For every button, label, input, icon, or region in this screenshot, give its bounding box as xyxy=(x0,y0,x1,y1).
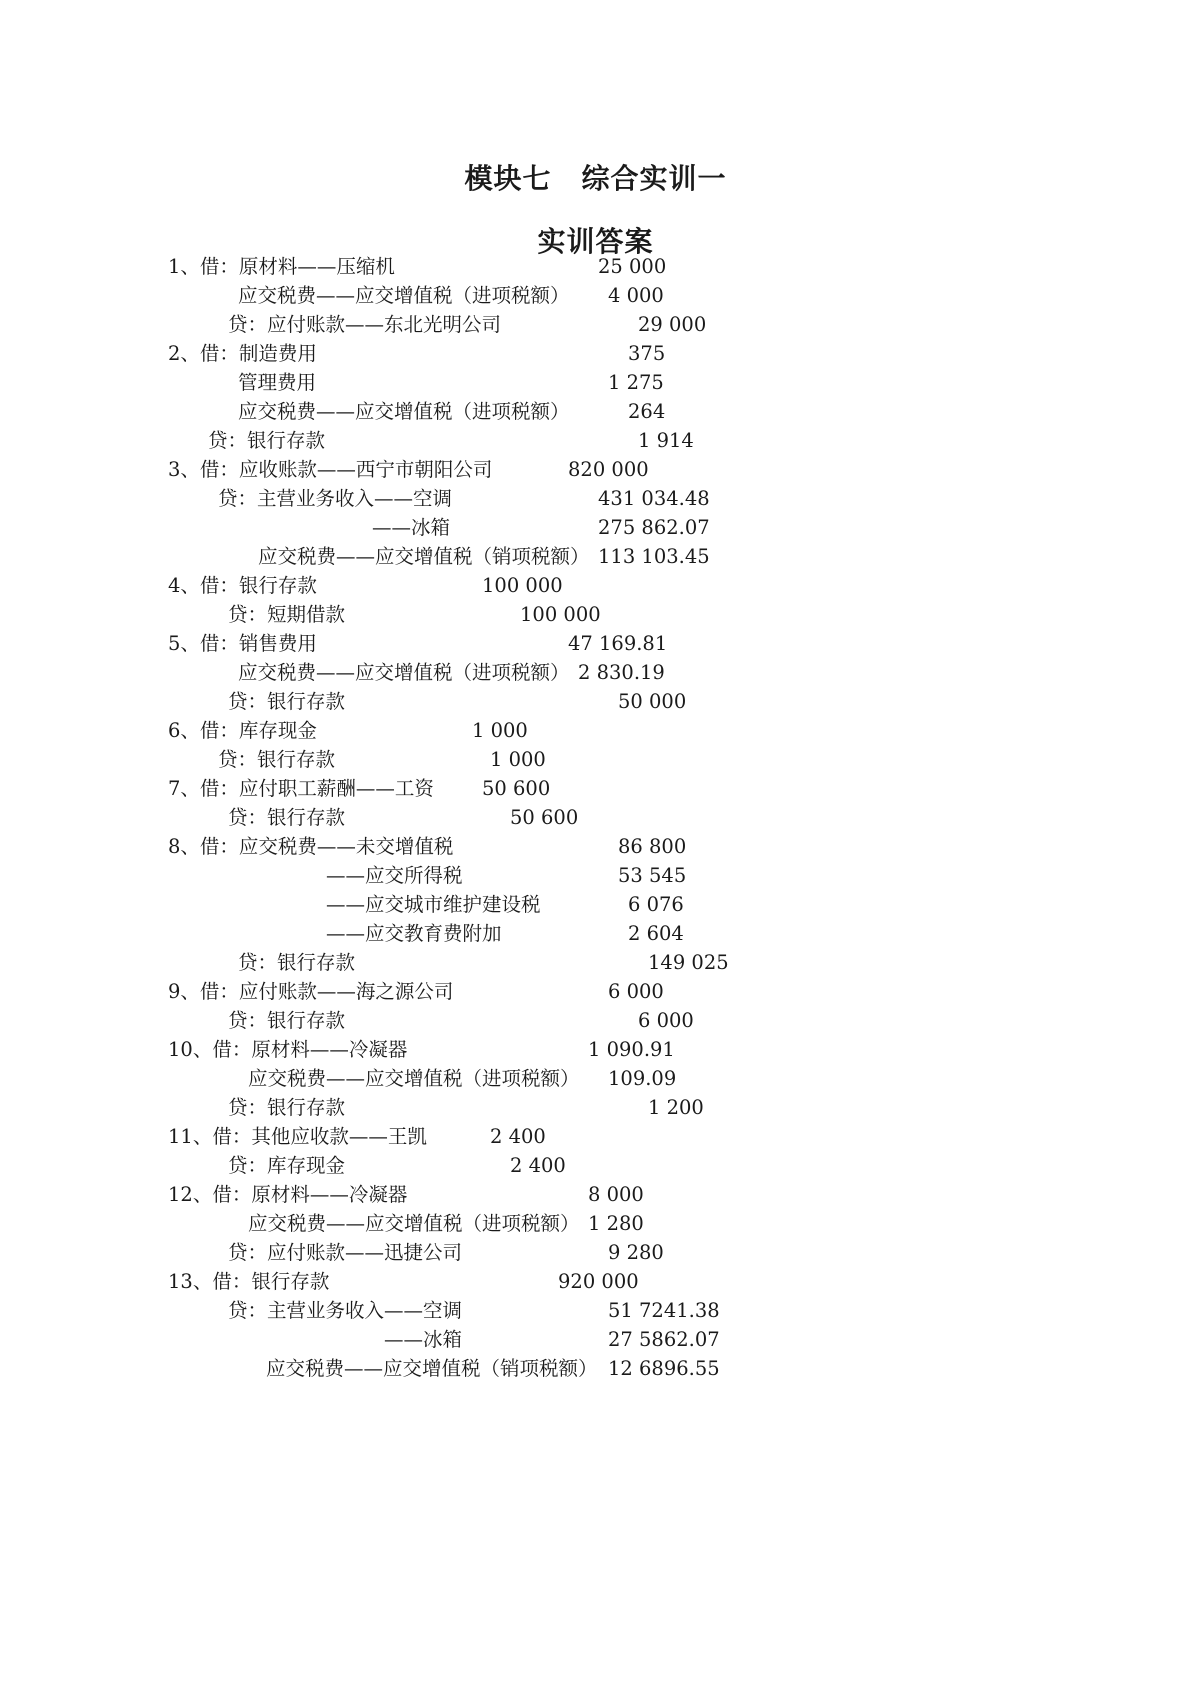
entry-line: 贷：银行存款 xyxy=(228,690,346,713)
entry-line: 9、借：应付账款——海之源公司 xyxy=(168,980,454,1003)
entry-line: 贷：银行存款 xyxy=(238,951,356,974)
entry-line: 3、借：应收账款——西宁市朝阳公司 xyxy=(168,458,493,481)
entry-line: 应交税费——应交增值税（进项税额） xyxy=(248,1212,580,1235)
entry-line: 贷：银行存款 xyxy=(228,806,346,829)
entry-amount: 50 000 xyxy=(618,690,687,713)
entry-amount: 1 275 xyxy=(608,371,664,394)
entry-amount: 25 000 xyxy=(598,255,667,278)
entry-line: 10、借：原材料——冷凝器 xyxy=(168,1038,408,1061)
entry-line: 8、借：应交税费——未交增值税 xyxy=(168,835,454,858)
entry-amount: 8 000 xyxy=(588,1183,644,1206)
entry-amount: 4 000 xyxy=(608,284,664,307)
entry-amount: 113 103.45 xyxy=(598,545,710,568)
entry-amount: 1 000 xyxy=(490,748,546,771)
entry-amount: 2 400 xyxy=(510,1154,566,1177)
entry-amount: 2 400 xyxy=(490,1125,546,1148)
entry-line: 2、借：制造费用 xyxy=(168,342,317,365)
entry-amount: 920 000 xyxy=(558,1270,639,1293)
entry-line: 11、借：其他应收款——王凯 xyxy=(168,1125,427,1148)
entry-amount: 1 000 xyxy=(472,719,528,742)
entry-line: 12、借：原材料——冷凝器 xyxy=(168,1183,408,1206)
entry-line: 1、借：原材料——压缩机 xyxy=(168,255,395,278)
entry-amount: 2 604 xyxy=(628,922,684,945)
entry-line: 6、借：库存现金 xyxy=(168,719,317,742)
entry-line: 应交税费——应交增值税（进项税额） xyxy=(238,661,570,684)
entry-amount: 820 000 xyxy=(568,458,649,481)
entry-line: 贷：库存现金 xyxy=(228,1154,346,1177)
entry-amount: 27 5862.07 xyxy=(608,1328,720,1351)
entry-line: 13、借：银行存款 xyxy=(168,1270,330,1293)
entry-amount: 9 280 xyxy=(608,1241,664,1264)
entry-amount: 6 000 xyxy=(638,1009,694,1032)
entry-line: 管理费用 xyxy=(238,371,317,394)
entry-amount: 275 862.07 xyxy=(598,516,710,539)
entry-amount: 86 800 xyxy=(618,835,687,858)
page-title xyxy=(0,157,1191,197)
entry-amount: 149 025 xyxy=(648,951,729,974)
entry-line: ——冰箱 xyxy=(384,1328,463,1351)
entry-line: 贷：应付账款——东北光明公司 xyxy=(228,313,502,336)
entry-line: 贷：银行存款 xyxy=(208,429,326,452)
title-part-1: 模块七 xyxy=(464,162,552,195)
entry-line: 贷：应付账款——迅捷公司 xyxy=(228,1241,463,1264)
entry-line: 应交税费——应交增值税（进项税额） xyxy=(238,284,570,307)
entry-line: 贷：银行存款 xyxy=(228,1096,346,1119)
entry-line: ——应交所得税 xyxy=(326,864,463,887)
entry-amount: 53 545 xyxy=(618,864,687,887)
entry-amount: 6 076 xyxy=(628,893,684,916)
entry-line: 贷：短期借款 xyxy=(228,603,346,626)
entry-amount: 100 000 xyxy=(520,603,601,626)
entry-amount: 51 7241.38 xyxy=(608,1299,720,1322)
entry-line: 贷：主营业务收入——空调 xyxy=(218,487,453,510)
page-subtitle: 实训答案 xyxy=(537,225,654,258)
entry-amount: 29 000 xyxy=(638,313,707,336)
entry-amount: 375 xyxy=(628,342,666,365)
entry-amount: 50 600 xyxy=(482,777,551,800)
entry-line: 4、借：银行存款 xyxy=(168,574,317,597)
entry-line: 7、借：应付职工薪酬——工资 xyxy=(168,777,434,800)
entry-line: 应交税费——应交增值税（销项税额） xyxy=(258,545,590,568)
entry-amount: 1 914 xyxy=(638,429,694,452)
entry-line: 应交税费——应交增值税（进项税额） xyxy=(248,1067,580,1090)
entry-line: 应交税费——应交增值税（销项税额） xyxy=(266,1357,598,1380)
entry-amount: 1 200 xyxy=(648,1096,704,1119)
entry-line: ——应交教育费附加 xyxy=(326,922,502,945)
entry-amount: 264 xyxy=(628,400,666,423)
entry-amount: 109.09 xyxy=(608,1067,677,1090)
entry-line: 应交税费——应交增值税（进项税额） xyxy=(238,400,570,423)
entry-line: ——应交城市维护建设税 xyxy=(326,893,541,916)
entry-amount: 1 280 xyxy=(588,1212,644,1235)
entry-line: ——冰箱 xyxy=(372,516,451,539)
entry-amount: 50 600 xyxy=(510,806,579,829)
entry-line: 贷：银行存款 xyxy=(218,748,336,771)
entry-line: 贷：银行存款 xyxy=(228,1009,346,1032)
entry-line: 贷：主营业务收入——空调 xyxy=(228,1299,463,1322)
entry-amount: 6 000 xyxy=(608,980,664,1003)
entry-amount: 431 034.48 xyxy=(598,487,710,510)
title-part-2: 综合实训一 xyxy=(581,162,727,195)
entry-amount: 100 000 xyxy=(482,574,563,597)
entry-line: 5、借：销售费用 xyxy=(168,632,317,655)
entry-amount: 2 830.19 xyxy=(578,661,665,684)
entry-amount: 12 6896.55 xyxy=(608,1357,720,1380)
entry-amount: 47 169.81 xyxy=(568,632,668,655)
entry-amount: 1 090.91 xyxy=(588,1038,675,1061)
